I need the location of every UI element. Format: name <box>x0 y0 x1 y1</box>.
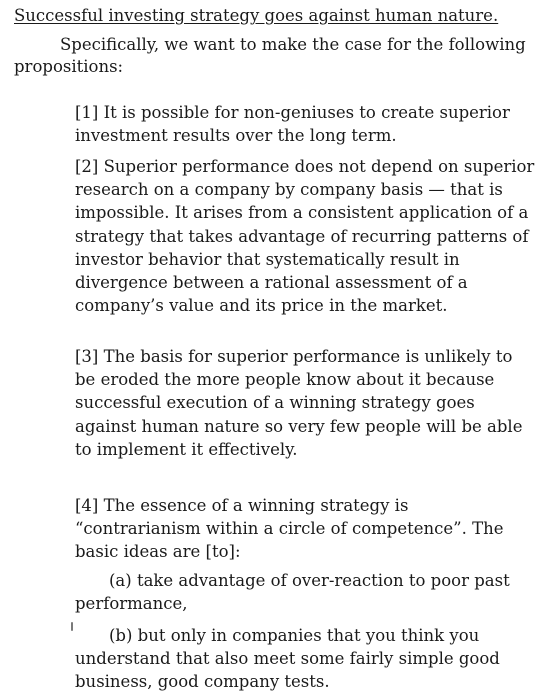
subpoint-b: (b) but only in companies that you think you understand that also meet some fairly simple good business, good company tests. <box>75 626 500 692</box>
proposition-3: [3] The basis for superior performance is unlikely to be eroded the more people know about it because successful execution of a winning strategy goes against human nature so very few people will be able to implement it effectively. <box>75 347 523 459</box>
scan-speck <box>71 622 73 631</box>
proposition-1: [1] It is possible for non-geniuses to create superior investment results over the long term. <box>75 103 510 146</box>
proposition-4: [4] The essence of a winning strategy is “contrarianism within a circle of competence”. The basic ideas are [to]: <box>75 496 504 562</box>
subpoint-a: (a) take advantage of over-reaction to poor past performance, <box>75 571 510 614</box>
proposition-2: [2] Superior performance does not depend on superior research on a company by company basis — that is impossible. It arises from a consistent application of a strategy that takes advantage of recurring patterns of investor behavior that systematically result in divergence between a rational assessment of a company’s value and its price in the market. <box>75 157 535 316</box>
document-heading: Successful investing strategy goes against human nature. <box>14 6 499 25</box>
intro-paragraph: Specifically, we want to make the case for the following propositions: <box>14 35 526 76</box>
